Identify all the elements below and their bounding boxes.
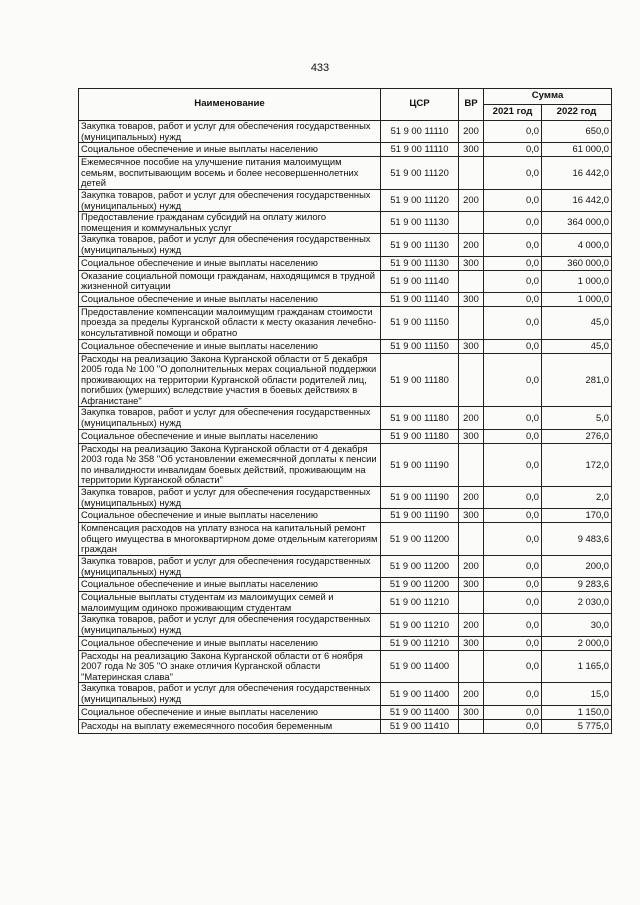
- cell-vr: [459, 157, 484, 190]
- table-row: [79, 429, 612, 443]
- cell-2021: 0,0: [484, 523, 542, 556]
- cell-2021: 0,0: [484, 556, 542, 578]
- cell-csr: 51 9 00 11180: [381, 429, 459, 443]
- header-year-2021: 2021 год: [484, 105, 542, 121]
- cell-vr: 200: [459, 121, 484, 143]
- cell-csr: 51 9 00 11130: [381, 234, 459, 256]
- cell-2022: 1 165,0: [542, 650, 612, 683]
- table-row: [79, 339, 612, 353]
- cell-vr: 200: [459, 189, 484, 211]
- cell-name: Социальное обеспечение и иные выплаты населению: [79, 705, 381, 719]
- cell-vr: 300: [459, 705, 484, 719]
- cell-name: Расходы на выплату ежемесячного пособия беременным: [79, 719, 381, 733]
- cell-csr: 51 9 00 11400: [381, 650, 459, 683]
- cell-vr: 300: [459, 143, 484, 157]
- cell-vr: [459, 523, 484, 556]
- cell-2021: 0,0: [484, 143, 542, 157]
- cell-csr: 51 9 00 11110: [381, 143, 459, 157]
- table-row: [79, 487, 612, 509]
- cell-2022: 1 000,0: [542, 292, 612, 306]
- table-row: [79, 592, 612, 614]
- cell-csr: 51 9 00 11120: [381, 157, 459, 190]
- cell-2021: 0,0: [484, 443, 542, 486]
- table-row: [79, 683, 612, 705]
- cell-csr: 51 9 00 11180: [381, 353, 459, 407]
- cell-2021: 0,0: [484, 509, 542, 523]
- cell-csr: 51 9 00 11190: [381, 443, 459, 486]
- table-row: [79, 509, 612, 523]
- table-row: [79, 270, 612, 292]
- cell-name: Закупка товаров, работ и услуг для обеспечения государственных (муниципальных) нужд: [79, 189, 381, 211]
- cell-name: Закупка товаров, работ и услуг для обеспечения государственных (муниципальных) нужд: [79, 121, 381, 143]
- table-row: [79, 212, 612, 234]
- cell-2022: 170,0: [542, 509, 612, 523]
- cell-vr: [459, 306, 484, 339]
- cell-name: Предоставление компенсации малоимущим гражданам стоимости проезда за пределы Курганской области к месту оказания лечебно-консультативной помощи и обратно: [79, 306, 381, 339]
- cell-csr: 51 9 00 11140: [381, 292, 459, 306]
- table-row: [79, 556, 612, 578]
- cell-csr: 51 9 00 11400: [381, 683, 459, 705]
- cell-2022: 2 030,0: [542, 592, 612, 614]
- cell-vr: 300: [459, 636, 484, 650]
- cell-vr: 300: [459, 578, 484, 592]
- cell-2021: 0,0: [484, 636, 542, 650]
- cell-vr: [459, 443, 484, 486]
- cell-2021: 0,0: [484, 189, 542, 211]
- cell-2021: 0,0: [484, 306, 542, 339]
- cell-name: Социальное обеспечение и иные выплаты населению: [79, 256, 381, 270]
- table-row: [79, 578, 612, 592]
- table-row: [79, 306, 612, 339]
- cell-2021: 0,0: [484, 614, 542, 636]
- cell-2021: 0,0: [484, 234, 542, 256]
- cell-2021: 0,0: [484, 705, 542, 719]
- cell-csr: 51 9 00 11400: [381, 705, 459, 719]
- header-sum: Сумма: [484, 89, 612, 105]
- cell-vr: 200: [459, 234, 484, 256]
- cell-vr: 300: [459, 509, 484, 523]
- cell-2022: 16 442,0: [542, 189, 612, 211]
- table-row: [79, 443, 612, 486]
- table-row: [79, 143, 612, 157]
- table-row: [79, 256, 612, 270]
- cell-vr: [459, 212, 484, 234]
- cell-2022: 5 775,0: [542, 719, 612, 733]
- page-number: 433: [310, 62, 330, 74]
- cell-2021: 0,0: [484, 157, 542, 190]
- cell-2022: 16 442,0: [542, 157, 612, 190]
- cell-vr: 200: [459, 683, 484, 705]
- cell-vr: 300: [459, 429, 484, 443]
- cell-name: Расходы на реализацию Закона Курганской области от 4 декабря 2003 года № 358 "Об установлении ежемесячной доплаты к пенсии по инвалидности инвалидам боевых действий, проживающим на территории Курганской области": [79, 443, 381, 486]
- table-row: [79, 189, 612, 211]
- cell-csr: 51 9 00 11130: [381, 212, 459, 234]
- cell-2021: 0,0: [484, 578, 542, 592]
- table-row: [79, 234, 612, 256]
- cell-2022: 5,0: [542, 407, 612, 429]
- cell-name: Оказание социальной помощи гражданам, находящимся в трудной жизненной ситуации: [79, 270, 381, 292]
- table-row: [79, 636, 612, 650]
- cell-vr: 300: [459, 339, 484, 353]
- cell-vr: 200: [459, 407, 484, 429]
- cell-vr: [459, 353, 484, 407]
- header-csr: ЦСР: [381, 89, 459, 121]
- cell-2022: 61 000,0: [542, 143, 612, 157]
- cell-2022: 9 483,6: [542, 523, 612, 556]
- cell-2021: 0,0: [484, 650, 542, 683]
- cell-name: Социальные выплаты студентам из малоимущих семей и малоимущим одиноко проживающим студентам: [79, 592, 381, 614]
- cell-2021: 0,0: [484, 592, 542, 614]
- cell-name: Ежемесячное пособие на улучшение питания малоимущим семьям, воспитывающим восемь и более несовершеннолетних детей: [79, 157, 381, 190]
- cell-csr: 51 9 00 11190: [381, 487, 459, 509]
- cell-name: Закупка товаров, работ и услуг для обеспечения государственных (муниципальных) нужд: [79, 683, 381, 705]
- cell-name: Социальное обеспечение и иные выплаты населению: [79, 509, 381, 523]
- cell-csr: 51 9 00 11110: [381, 121, 459, 143]
- cell-2022: 1 150,0: [542, 705, 612, 719]
- cell-vr: 300: [459, 292, 484, 306]
- cell-name: Социальное обеспечение и иные выплаты населению: [79, 143, 381, 157]
- table-row: [79, 407, 612, 429]
- cell-csr: 51 9 00 11210: [381, 636, 459, 650]
- cell-2021: 0,0: [484, 292, 542, 306]
- cell-2022: 172,0: [542, 443, 612, 486]
- table-row: [79, 121, 612, 143]
- cell-2022: 200,0: [542, 556, 612, 578]
- table-row: [79, 353, 612, 407]
- cell-csr: 51 9 00 11120: [381, 189, 459, 211]
- cell-csr: 51 9 00 11140: [381, 270, 459, 292]
- cell-2022: 4 000,0: [542, 234, 612, 256]
- cell-2021: 0,0: [484, 212, 542, 234]
- cell-2022: 1 000,0: [542, 270, 612, 292]
- cell-vr: [459, 719, 484, 733]
- table-row: [79, 292, 612, 306]
- cell-csr: 51 9 00 11200: [381, 523, 459, 556]
- cell-2022: 281,0: [542, 353, 612, 407]
- cell-csr: 51 9 00 11150: [381, 339, 459, 353]
- cell-name: Закупка товаров, работ и услуг для обеспечения государственных (муниципальных) нужд: [79, 487, 381, 509]
- cell-name: Расходы на реализацию Закона Курганской области от 5 декабря 2005 года № 100 "О дополнительных мерах социальной поддержки проживающих на территории Курганской области родителей лиц, погибших (умерших) вследствие участия в боевых действиях в Афганистане": [79, 353, 381, 407]
- cell-2022: 364 000,0: [542, 212, 612, 234]
- cell-2022: 276,0: [542, 429, 612, 443]
- cell-name: Закупка товаров, работ и услуг для обеспечения государственных (муниципальных) нужд: [79, 556, 381, 578]
- cell-2022: 9 283,6: [542, 578, 612, 592]
- cell-csr: 51 9 00 11130: [381, 256, 459, 270]
- cell-2021: 0,0: [484, 353, 542, 407]
- cell-name: Закупка товаров, работ и услуг для обеспечения государственных (муниципальных) нужд: [79, 234, 381, 256]
- table-row: [79, 523, 612, 556]
- cell-csr: 51 9 00 11180: [381, 407, 459, 429]
- cell-name: Закупка товаров, работ и услуг для обеспечения государственных (муниципальных) нужд: [79, 614, 381, 636]
- cell-2021: 0,0: [484, 256, 542, 270]
- cell-2021: 0,0: [484, 429, 542, 443]
- header-vr: ВР: [459, 89, 484, 121]
- table-row: [79, 650, 612, 683]
- cell-2022: 2 000,0: [542, 636, 612, 650]
- budget-table: [78, 88, 612, 734]
- cell-2022: 360 000,0: [542, 256, 612, 270]
- cell-csr: 51 9 00 11200: [381, 578, 459, 592]
- cell-name: Компенсация расходов на уплату взноса на капитальный ремонт общего имущества в многоквартирном доме отдельным категориям граждан: [79, 523, 381, 556]
- cell-name: Предоставление гражданам субсидий на оплату жилого помещения и коммунальных услуг: [79, 212, 381, 234]
- cell-csr: 51 9 00 11210: [381, 592, 459, 614]
- cell-2022: 650,0: [542, 121, 612, 143]
- cell-csr: 51 9 00 11190: [381, 509, 459, 523]
- cell-vr: [459, 650, 484, 683]
- cell-2021: 0,0: [484, 407, 542, 429]
- table-row: [79, 614, 612, 636]
- cell-vr: [459, 270, 484, 292]
- cell-2022: 45,0: [542, 306, 612, 339]
- cell-vr: 200: [459, 614, 484, 636]
- cell-2021: 0,0: [484, 270, 542, 292]
- cell-2021: 0,0: [484, 487, 542, 509]
- table-body: [79, 121, 612, 734]
- cell-2021: 0,0: [484, 121, 542, 143]
- table-row: [79, 719, 612, 733]
- cell-csr: 51 9 00 11200: [381, 556, 459, 578]
- cell-2022: 15,0: [542, 683, 612, 705]
- cell-csr: 51 9 00 11410: [381, 719, 459, 733]
- cell-name: Социальное обеспечение и иные выплаты населению: [79, 578, 381, 592]
- cell-vr: [459, 592, 484, 614]
- cell-name: Расходы на реализацию Закона Курганской области от 6 ноября 2007 года № 305 "О знаке отличия Курганской области "Материнская слава": [79, 650, 381, 683]
- cell-csr: 51 9 00 11150: [381, 306, 459, 339]
- header-name: Наименование: [79, 89, 381, 121]
- cell-csr: 51 9 00 11210: [381, 614, 459, 636]
- cell-2021: 0,0: [484, 683, 542, 705]
- cell-vr: 200: [459, 556, 484, 578]
- cell-2022: 2,0: [542, 487, 612, 509]
- cell-name: Социальное обеспечение и иные выплаты населению: [79, 339, 381, 353]
- table-row: [79, 157, 612, 190]
- cell-2021: 0,0: [484, 719, 542, 733]
- cell-name: Закупка товаров, работ и услуг для обеспечения государственных (муниципальных) нужд: [79, 407, 381, 429]
- cell-2022: 45,0: [542, 339, 612, 353]
- header-year-2022: 2022 год: [542, 105, 612, 121]
- cell-name: Социальное обеспечение и иные выплаты населению: [79, 292, 381, 306]
- cell-vr: 300: [459, 256, 484, 270]
- cell-2022: 30,0: [542, 614, 612, 636]
- table-header: [79, 89, 612, 121]
- cell-name: Социальное обеспечение и иные выплаты населению: [79, 636, 381, 650]
- table-row: [79, 705, 612, 719]
- cell-2021: 0,0: [484, 339, 542, 353]
- cell-vr: 200: [459, 487, 484, 509]
- cell-name: Социальное обеспечение и иные выплаты населению: [79, 429, 381, 443]
